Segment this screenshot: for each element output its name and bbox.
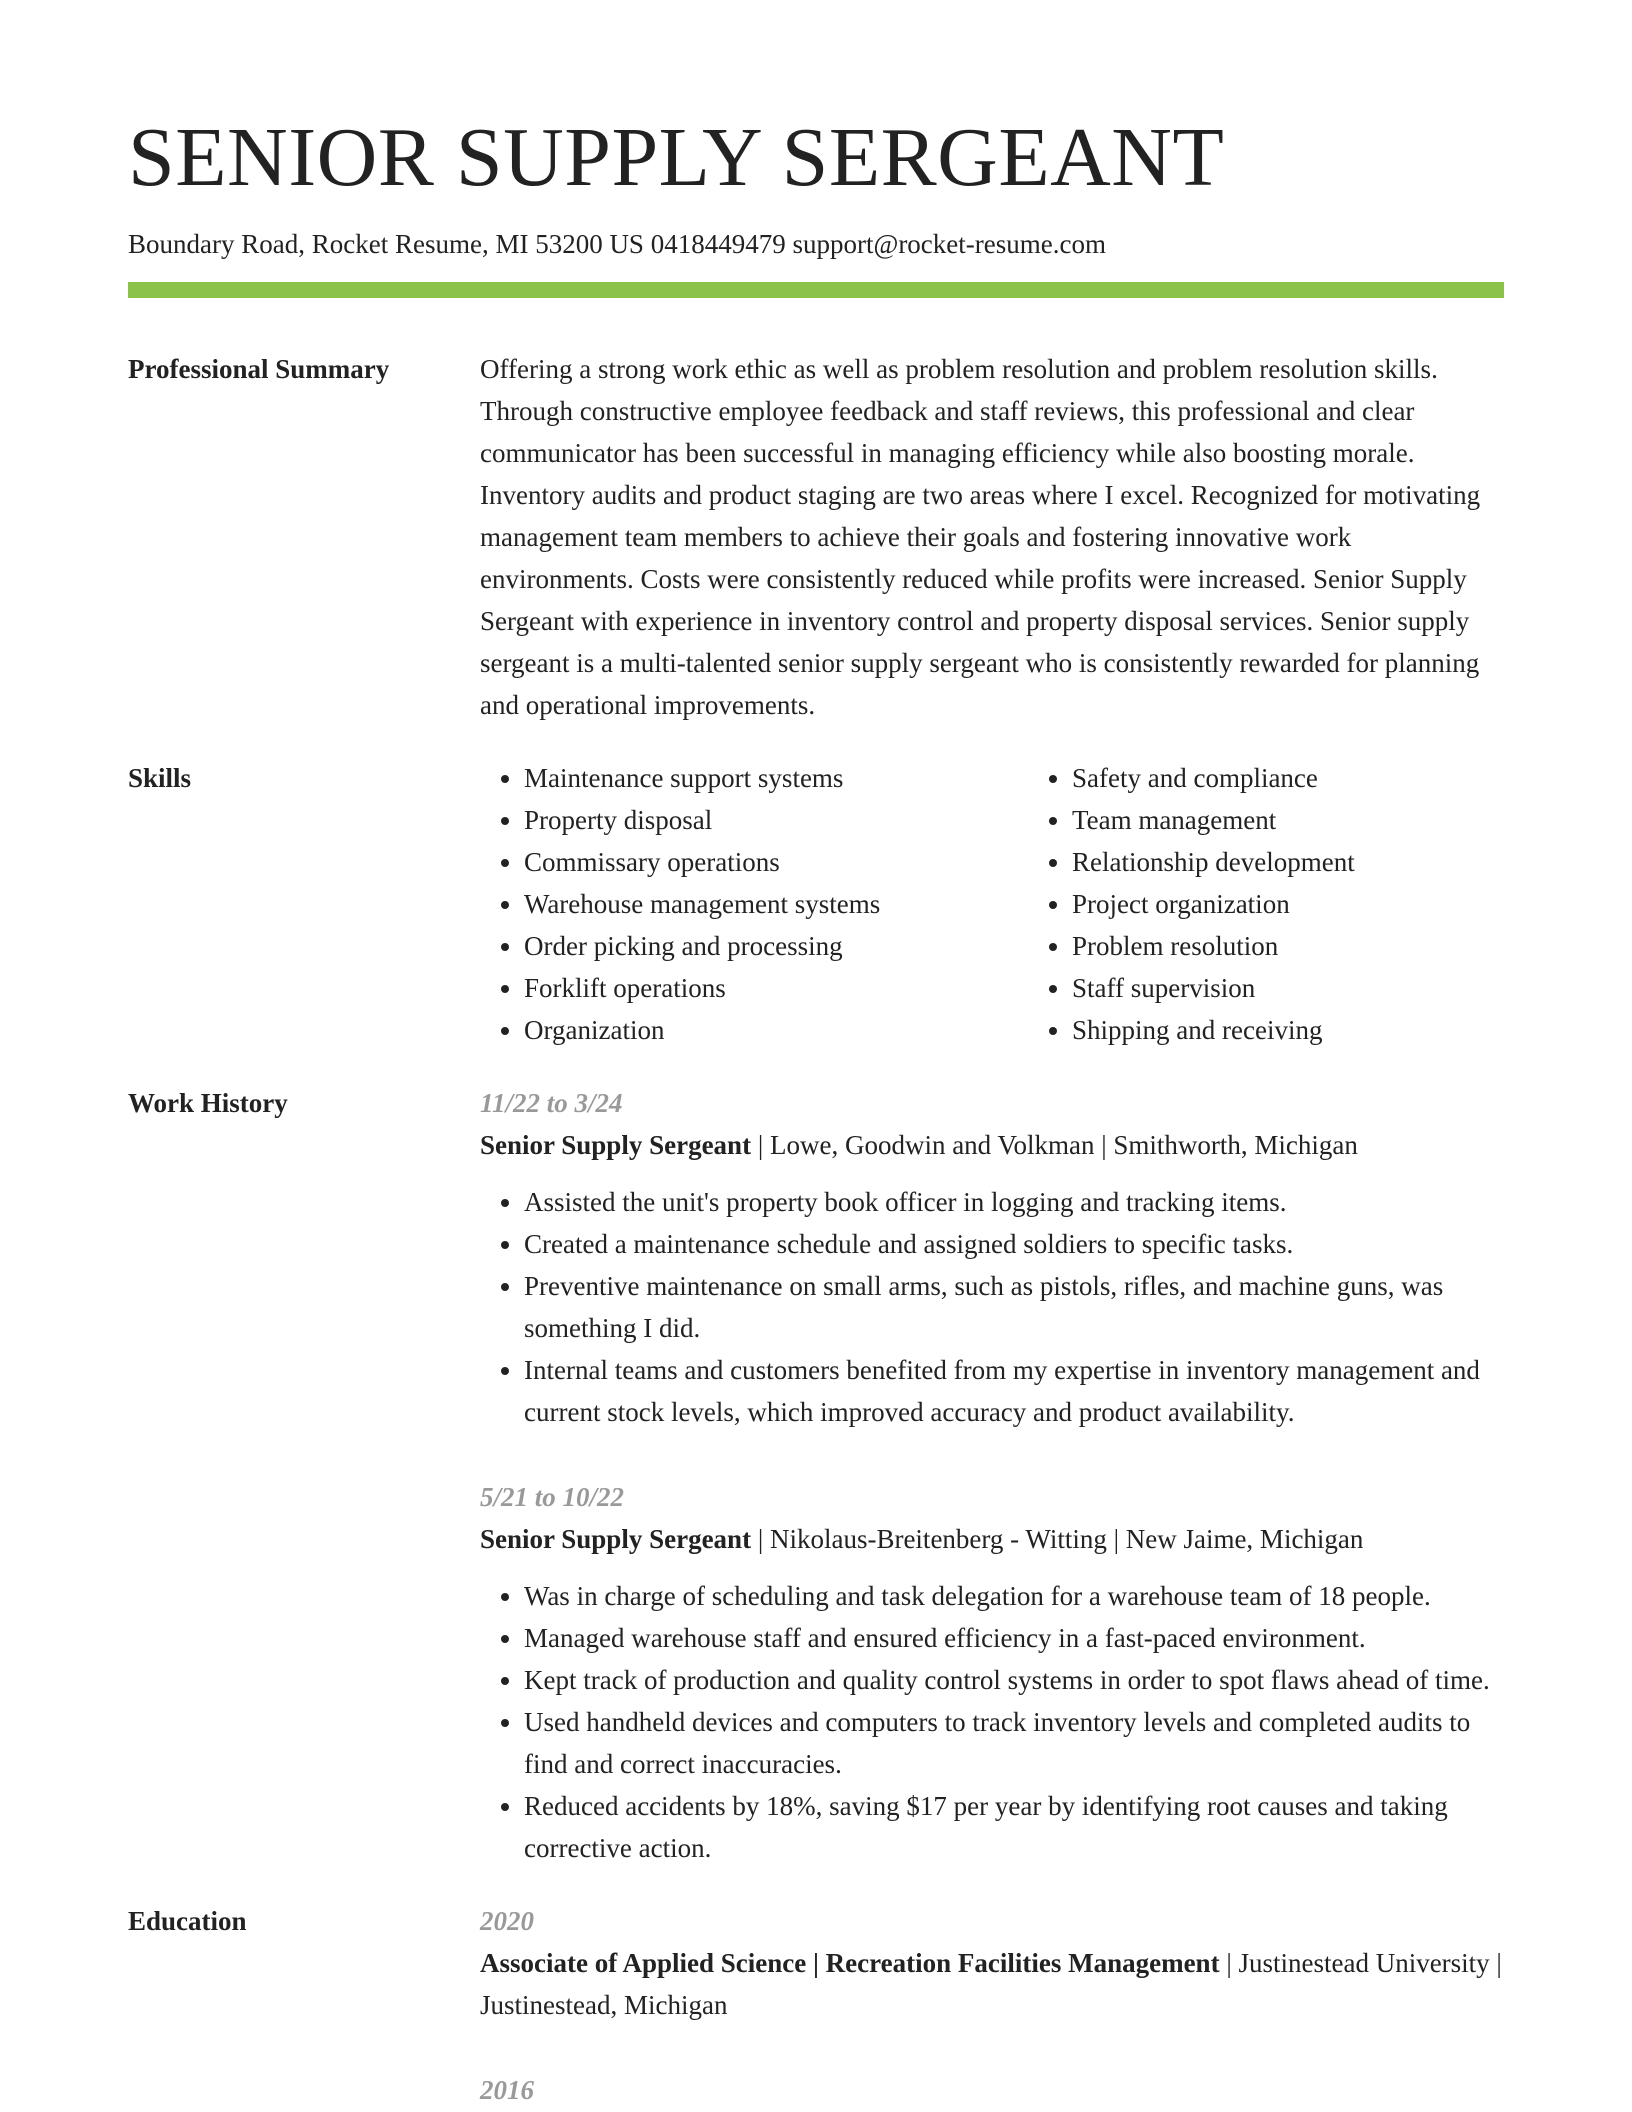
job-entry [480, 1082, 1504, 1433]
section-professional-summary [128, 348, 1504, 726]
education-entry [480, 2069, 1504, 2111]
work-history-body [480, 1082, 1504, 1869]
job-bullet: • Internal teams and customers benefited from my expertise in inventory management and current stock levels, which improved accuracy and product availability. [524, 1349, 1504, 1433]
section-label: Professional Summary [128, 354, 390, 384]
job-bullet: • Was in charge of scheduling and task delegation for a warehouse team of 18 people. [524, 1575, 1504, 1617]
skill-item: • Maintenance support systems [524, 757, 1028, 799]
job-bullet: • Kept track of production and quality control systems in order to spot flaws ahead of time. [524, 1659, 1504, 1701]
skill-item: • Commissary operations [524, 841, 1028, 883]
job-bullet: • Used handheld devices and computers to track inventory levels and completed audits to find and correct inaccuracies. [524, 1701, 1504, 1785]
section-work-history [128, 1082, 1504, 1869]
job-title: Senior Supply Sergeant [480, 1524, 752, 1554]
education-heading [480, 1942, 1504, 2026]
accent-divider [128, 282, 1504, 298]
skill-item: • Organization [524, 1009, 1028, 1051]
skill-item: • Staff supervision [1072, 967, 1576, 1009]
skills-list-left [480, 757, 1028, 1051]
skill-item: • Shipping and receiving [1072, 1009, 1576, 1051]
job-bullets [480, 1575, 1504, 1869]
skills-columns [480, 757, 1576, 1051]
skill-item: • Forklift operations [524, 967, 1028, 1009]
summary-text: Offering a strong work ethic as well as problem resolution and problem resolution skills. Through constructive employee feedback and staff reviews, this professional and clear communicator has been successful in managing efficiency while also boosting morale. Inventory audits and product staging are two areas where I excel. Recognized for motivating management team members to achieve their goals and fostering innovative work environments. Costs were consistently reduced while profits were increased. Senior Supply Sergeant with experience in inventory control and property disposal services. Senior supply sergeant is a multi-talented senior supply sergeant who is consistently rewarded for planning and operational improvements. [480, 354, 1481, 720]
education-date: 2020 [480, 1906, 534, 1936]
job-heading [480, 1518, 1504, 1560]
resume-name: SENIOR SUPPLY SERGEANT [128, 111, 1225, 204]
skill-item: • Problem resolution [1072, 925, 1576, 967]
contact-line: Boundary Road, Rocket Resume, MI 53200 US 0418449479 support@rocket-resume.com [128, 229, 1106, 259]
section-education [128, 1900, 1504, 2111]
job-title: Senior Supply Sergeant [480, 1130, 752, 1160]
education-degree: Associate of Applied Science | Recreation Facilities Management [480, 1948, 1220, 1978]
skill-item: • Order picking and processing [524, 925, 1028, 967]
job-bullets [480, 1181, 1504, 1433]
education-school: | Justinestead University | Justinestead, Michigan [480, 1948, 1502, 2020]
skill-item: • Property disposal [524, 799, 1028, 841]
skill-item: • Team management [1072, 799, 1576, 841]
skill-item: • Relationship development [1072, 841, 1576, 883]
job-bullet: • Preventive maintenance on small arms, such as pistols, rifles, and machine guns, was something I did. [524, 1265, 1504, 1349]
section-label: Work History [128, 1088, 288, 1118]
education-date: 2016 [480, 2075, 534, 2105]
skill-item: • Project organization [1072, 883, 1576, 925]
job-date: 5/21 to 10/22 [480, 1482, 625, 1512]
education-body [480, 1900, 1504, 2111]
section-label: Skills [128, 763, 192, 793]
job-entry [480, 1476, 1504, 1869]
job-bullet: • Reduced accidents by 18%, saving $17 per year by identifying root causes and taking corrective action. [524, 1785, 1504, 1869]
education-entry [480, 1900, 1504, 2026]
job-employer: | Nikolaus-Breitenberg - Witting | New Jaime, Michigan [751, 1524, 1364, 1554]
job-bullet: • Assisted the unit's property book officer in logging and tracking items. [524, 1181, 1504, 1223]
job-employer: | Lowe, Goodwin and Volkman | Smithworth, Michigan [751, 1130, 1358, 1160]
section-label: Education [128, 1906, 247, 1936]
skills-list-right [1028, 757, 1576, 1051]
job-bullet: • Managed warehouse staff and ensured efficiency in a fast-paced environment. [524, 1617, 1504, 1659]
job-heading [480, 1124, 1504, 1166]
job-date: 11/22 to 3/24 [480, 1088, 623, 1118]
skill-item: • Warehouse management systems [524, 883, 1028, 925]
section-skills [128, 757, 1504, 1051]
job-bullet: • Created a maintenance schedule and assigned soldiers to specific tasks. [524, 1223, 1504, 1265]
skill-item: • Safety and compliance [1072, 757, 1576, 799]
